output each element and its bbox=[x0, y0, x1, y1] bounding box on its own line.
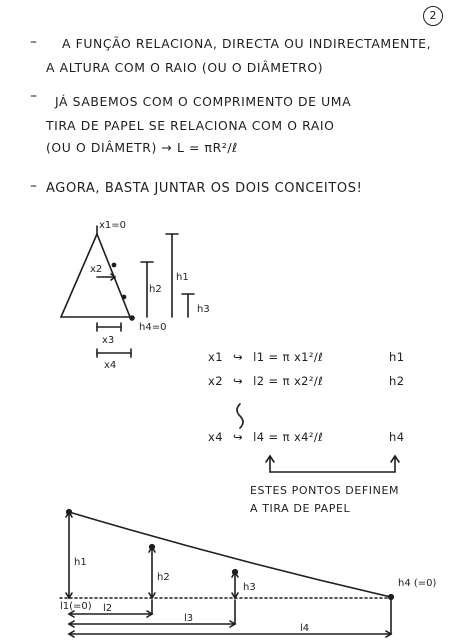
label-h2: h2 bbox=[149, 284, 162, 295]
maps-to-arrow: ↪ bbox=[233, 430, 244, 444]
bullet-dash: – bbox=[30, 34, 37, 50]
curve-label-h3: h3 bbox=[243, 582, 256, 593]
curve-label-l2: l2 bbox=[103, 603, 113, 614]
paper-strip-curve bbox=[60, 512, 395, 637]
caption-line-2: A TIRA DE PAPEL bbox=[250, 502, 351, 515]
curve-label-origin: l1(=0) bbox=[60, 601, 92, 612]
curve-label-l4: l4 bbox=[300, 623, 310, 634]
bullet-dash: – bbox=[30, 88, 37, 104]
note-2-line-2: TIRA DE PAPEL SE RELACIONA COM O RAIO bbox=[46, 118, 335, 133]
cone-diagram bbox=[61, 226, 194, 357]
label-base: h4=0 bbox=[139, 322, 167, 333]
label-h3: h3 bbox=[197, 304, 210, 315]
caption-line-1: ESTES PONTOS DEFINEM bbox=[250, 484, 400, 497]
note-2-line-1: JÁ SABEMOS COM O COMPRIMENTO DE UMA bbox=[55, 94, 352, 109]
equation-row-3 bbox=[208, 430, 428, 444]
eq-h: h2 bbox=[389, 374, 405, 388]
label-apex: x1=0 bbox=[99, 220, 127, 231]
curve-label-h2: h2 bbox=[157, 572, 170, 583]
equation-row-1 bbox=[208, 350, 428, 364]
eq-l: l4 = π x4²/ℓ bbox=[253, 430, 324, 444]
eq-x: x4 bbox=[208, 430, 223, 444]
maps-to-arrow: ↪ bbox=[233, 374, 244, 388]
note-1-line-2: A ALTURA COM O RAIO (OU O DIÂMETRO) bbox=[46, 60, 324, 75]
curve-label-h1: h1 bbox=[74, 557, 87, 568]
eq-h: h4 bbox=[389, 430, 405, 444]
curve-label-end: h4 (=0) bbox=[398, 578, 437, 589]
eq-x: x1 bbox=[208, 350, 223, 364]
eq-h: h1 bbox=[389, 350, 405, 364]
eq-x: x2 bbox=[208, 374, 223, 388]
maps-to-arrow: ↪ bbox=[233, 350, 244, 364]
eq-l: l1 = π x1²/ℓ bbox=[253, 350, 324, 364]
note-1-line-1: A FUNÇÃO RELACIONA, DIRECTA OU INDIRECTAMENTE, bbox=[62, 36, 432, 51]
note-2-line-3: (OU O DIÂMETR) → L = πR²/ℓ bbox=[46, 140, 238, 155]
vertical-ellipsis-brace bbox=[237, 404, 243, 428]
equation-row-2 bbox=[208, 374, 428, 388]
bullet-dash: – bbox=[30, 178, 37, 194]
bracket-arrows bbox=[266, 456, 399, 472]
page-number: 2 bbox=[423, 6, 443, 26]
label-h1: h1 bbox=[176, 272, 189, 283]
curve-label-l3: l3 bbox=[184, 613, 194, 624]
note-3-line-1: AGORA, BASTA JUNTAR OS DOIS CONCEITOS! bbox=[46, 181, 363, 196]
label-x3: x3 bbox=[102, 335, 115, 346]
label-x4: x4 bbox=[104, 360, 117, 371]
label-x2: x2 bbox=[90, 264, 103, 275]
eq-l: l2 = π x2²/ℓ bbox=[253, 374, 324, 388]
